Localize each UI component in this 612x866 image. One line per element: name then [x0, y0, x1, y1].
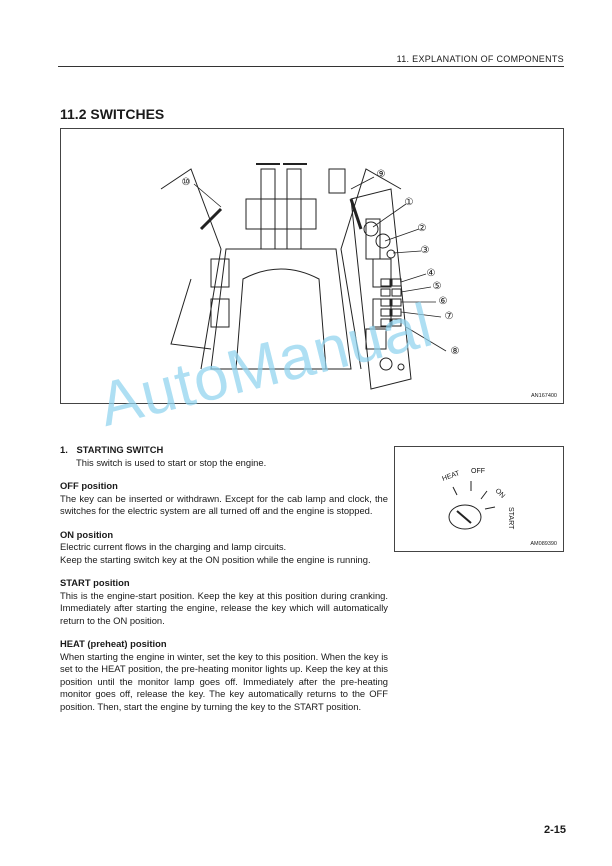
label-on: ON [493, 487, 506, 500]
header-rule [58, 66, 564, 67]
start-position-heading: START position [60, 577, 130, 588]
label-heat: HEAT [441, 470, 461, 483]
watermark: AutoManual [92, 290, 440, 440]
item-intro: This switch is used to start or stop the engine. [76, 456, 267, 468]
on-position-heading: ON position [60, 528, 114, 540]
item-title: STARTING SWITCH [76, 444, 164, 455]
callout-4: ④ [426, 268, 436, 279]
callout-7: ⑦ [444, 311, 454, 322]
label-start: START [507, 507, 514, 530]
figure-code: AM089390 [530, 541, 557, 547]
callout-9: ⑨ [376, 169, 386, 180]
callout-3: ③ [420, 245, 430, 256]
callout-5: ⑤ [432, 281, 442, 292]
item-number: 1. [60, 444, 68, 455]
off-position-text: The key can be inserted or withdrawn. Except for the cab lamp and clock, the switches for the electric system are all turned off and the engine is stopped. [60, 492, 388, 516]
off-position-block [60, 480, 388, 518]
key-switch-illustration [395, 447, 565, 553]
text-column [60, 444, 388, 724]
callout-2: ② [417, 223, 427, 234]
figure-code: AN167400 [531, 393, 557, 399]
callout-8: ⑧ [450, 346, 460, 357]
heat-position-block [60, 638, 388, 713]
starting-switch-intro [60, 444, 388, 469]
page-number: 2-15 [543, 824, 566, 836]
off-position-heading: OFF position [60, 480, 118, 491]
callout-10: ⑩ [181, 177, 191, 188]
heat-position-heading: HEAT (preheat) position [60, 638, 167, 649]
callout-1: ① [404, 197, 414, 208]
starting-switch-figure [394, 446, 564, 552]
heat-position-text: When starting the engine in winter, set the key to this position. When the key is set to the HEAT position, the pre-heating monitor lights up. Keep the key at this position until the monitor lamp goes off. Immediately after the pre-heating monitor goes off, release the key. The key automatically returns to the OFF position. Then, start the engine by turning the key to the START position. [60, 650, 388, 712]
start-position-text: This is the engine-start position. Keep the key at this position during cranking. Immediately after starting the engine, release the key which will automatically return to the ON position. [60, 589, 388, 626]
callout-6: ⑥ [438, 296, 448, 307]
start-position-block [60, 577, 388, 627]
label-off: OFF [471, 468, 485, 475]
running-header: 11. EXPLANATION OF COMPONENTS [396, 54, 564, 64]
on-position-text: Electric current flows in the charging and lamp circuits. Keep the starting switch key at the ON position while the engine is running. [60, 541, 371, 565]
on-position-block [60, 529, 388, 567]
section-title: 11.2 SWITCHES [60, 106, 165, 122]
